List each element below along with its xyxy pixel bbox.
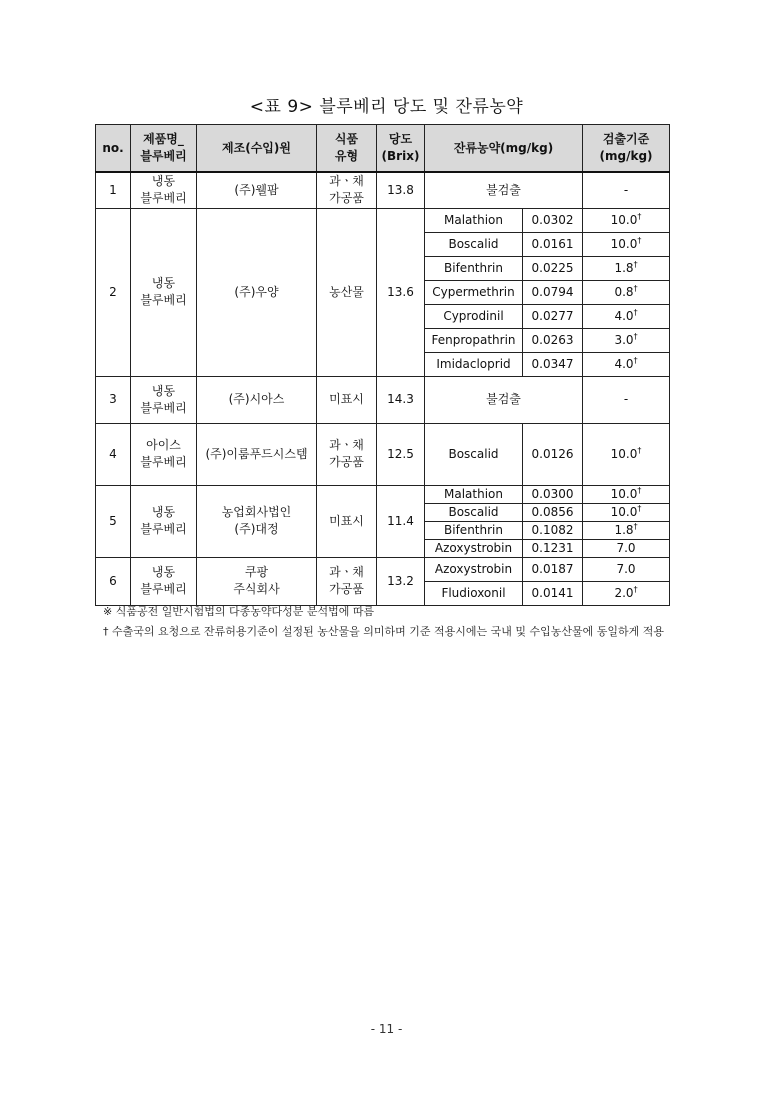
table-title: <표 9> 블루베리 당도 및 잔류농약 [249,97,524,117]
table-body [96,172,670,605]
standard-value: 1.8 [614,522,634,537]
footnote-dagger: † 수출국의 요청으로 잔류허용기준이 설정된 농산물을 의미하며 기준 적용시에는 국내 및 수입농산물에 동일하게 적용 [103,625,664,638]
dagger-mark: † [637,211,642,221]
cell-pesticide-name: Boscalid [425,503,523,521]
cell-not-detected: 불검출 [425,376,583,423]
cell-brix: 13.6 [377,208,425,376]
footnote-method: ※ 식품공전 일반시험법의 다종농약다성분 분석법에 따름 [103,605,375,618]
col-header-brix: 당도 (Brix) [377,125,425,173]
cell-pesticide-value: 0.1231 [523,539,583,557]
cell-pesticide-name: Cyprodinil [425,304,523,328]
standard-value: 4.0 [614,308,634,323]
cell-standard [583,208,670,232]
standard-value: 10.0 [610,504,638,519]
table-row [96,172,670,208]
cell-pesticide-value: 0.0856 [523,503,583,521]
cell-pesticide-name: Malathion [425,485,523,503]
dagger-mark: † [633,331,638,341]
cell-product: 냉동 블루베리 [131,376,197,423]
cell-food-type: 미표시 [317,376,377,423]
col-header-residue: 잔류농약(mg/kg) [425,125,583,173]
cell-maker: (주)웰팜 [197,172,317,208]
cell-pesticide-value: 0.0263 [523,328,583,352]
dagger-mark: † [633,259,638,269]
dagger-mark: † [633,584,638,594]
standard-value: 1.8 [614,260,634,275]
dagger-mark: † [637,445,642,455]
cell-maker: 쿠팡 주식회사 [197,557,317,605]
cell-maker: (주)우양 [197,208,317,376]
cell-pesticide-value: 0.0302 [523,208,583,232]
cell-standard: - [583,172,670,208]
cell-food-type: 과ㆍ채 가공품 [317,172,377,208]
standard-value: 10.0 [610,236,638,251]
cell-brix: 11.4 [377,485,425,557]
cell-pesticide-value: 0.0187 [523,557,583,581]
cell-food-type: 과ㆍ채 가공품 [317,557,377,605]
table-row [96,485,670,503]
cell-pesticide-name: Fludioxonil [425,581,523,605]
cell-no: 3 [96,376,131,423]
header-row [96,125,670,173]
standard-value: 10.0 [610,446,638,461]
standard-value: 2.0 [614,585,634,600]
cell-pesticide-name: Bifenthrin [425,256,523,280]
dagger-mark: † [633,521,638,531]
residue-table [95,124,670,606]
col-header-maker: 제조(수입)원 [197,125,317,173]
cell-pesticide-name: Boscalid [425,232,523,256]
cell-no: 5 [96,485,131,557]
standard-value: 4.0 [614,356,634,371]
cell-pesticide-name: Malathion [425,208,523,232]
table-row [96,423,670,485]
cell-food-type: 미표시 [317,485,377,557]
cell-standard [583,557,670,581]
cell-pesticide-value: 0.1082 [523,521,583,539]
cell-product: 냉동 블루베리 [131,557,197,605]
cell-product: 아이스 블루베리 [131,423,197,485]
cell-product: 냉동 블루베리 [131,172,197,208]
cell-food-type: 과ㆍ채 가공품 [317,423,377,485]
cell-no: 2 [96,208,131,376]
cell-pesticide-name: Imidacloprid [425,352,523,376]
col-header-no: no. [96,125,131,173]
dagger-mark: † [633,307,638,317]
dagger-mark: † [637,503,642,513]
cell-brix: 14.3 [377,376,425,423]
standard-value: 7.0 [616,561,636,576]
cell-pesticide-value: 0.0347 [523,352,583,376]
standard-value: 3.0 [614,332,634,347]
footnotes [103,602,703,642]
cell-product: 냉동 블루베리 [131,485,197,557]
cell-maker: (주)시아스 [197,376,317,423]
cell-pesticide-value: 0.0161 [523,232,583,256]
cell-no: 1 [96,172,131,208]
table-row [96,208,670,232]
dagger-mark: † [633,283,638,293]
cell-brix: 13.2 [377,557,425,605]
cell-pesticide-value: 0.0794 [523,280,583,304]
cell-product: 냉동 블루베리 [131,208,197,376]
standard-value: 10.0 [610,486,638,501]
cell-standard [583,304,670,328]
cell-standard [583,423,670,485]
standard-value: 10.0 [610,212,638,227]
col-header-product: 제품명_ 블루베리 [131,125,197,173]
cell-standard [583,232,670,256]
dagger-mark: † [633,355,638,365]
cell-standard [583,539,670,557]
cell-maker: 농업회사법인 (주)대정 [197,485,317,557]
cell-no: 6 [96,557,131,605]
cell-pesticide-value: 0.0225 [523,256,583,280]
cell-pesticide-name: Azoxystrobin [425,539,523,557]
page-number: - 11 - [370,1022,403,1036]
col-header-standard: 검출기준 (mg/kg) [583,125,670,173]
standard-value: 7.0 [616,540,636,555]
cell-pesticide-name: Fenpropathrin [425,328,523,352]
cell-not-detected: 불검출 [425,172,583,208]
cell-pesticide-name: Boscalid [425,423,523,485]
cell-standard [583,521,670,539]
col-header-food-type: 식품 유형 [317,125,377,173]
cell-standard [583,256,670,280]
cell-pesticide-value: 0.0126 [523,423,583,485]
cell-brix: 12.5 [377,423,425,485]
cell-standard [583,352,670,376]
table-row [96,376,670,423]
table-row [96,557,670,581]
cell-brix: 13.8 [377,172,425,208]
cell-pesticide-name: Azoxystrobin [425,557,523,581]
cell-pesticide-name: Cypermethrin [425,280,523,304]
cell-standard [583,485,670,503]
cell-food-type: 농산물 [317,208,377,376]
standard-value: 0.8 [614,284,634,299]
cell-standard [583,328,670,352]
cell-standard: - [583,376,670,423]
cell-pesticide-value: 0.0300 [523,485,583,503]
cell-pesticide-name: Bifenthrin [425,521,523,539]
cell-no: 4 [96,423,131,485]
dagger-mark: † [637,485,642,495]
cell-standard [583,280,670,304]
cell-pesticide-value: 0.0277 [523,304,583,328]
cell-pesticide-value: 0.0141 [523,581,583,605]
cell-standard [583,503,670,521]
dagger-mark: † [637,235,642,245]
cell-maker: (주)이룸푸드시스템 [197,423,317,485]
